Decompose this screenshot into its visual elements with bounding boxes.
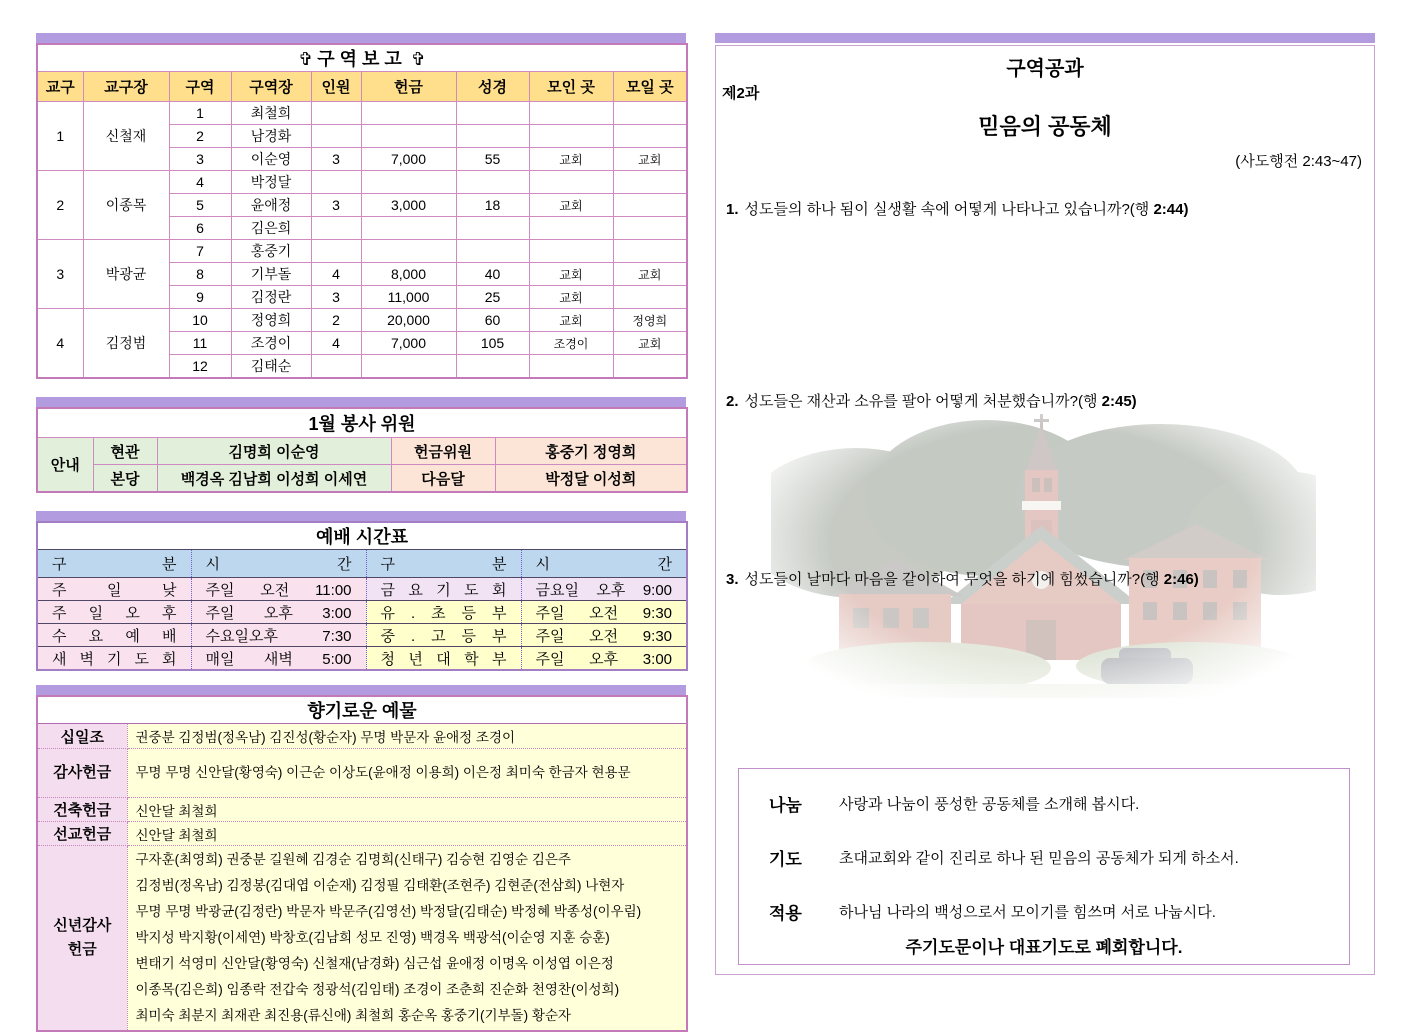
cell-offering: 7,000 (361, 332, 456, 355)
table-row (37, 438, 687, 465)
offering-names (127, 846, 687, 1032)
col-header: 모일 곳 (613, 72, 687, 102)
cell-service: 중 . 고 등 부 (366, 624, 521, 647)
cell-role-names: 박정달 이성희 (495, 465, 687, 493)
cell-meet: 교회 (613, 332, 687, 355)
cell-place: 현관 (93, 438, 157, 465)
cell-bible: 60 (456, 309, 529, 332)
cell-chief: 김태순 (231, 355, 311, 379)
cell-time: 금요일 오후 9:00 (521, 578, 687, 601)
table-row (37, 102, 687, 125)
question-number: 2. (726, 393, 739, 410)
cell-time: 주일 오후 3:00 (521, 647, 687, 671)
cell-offering (361, 355, 456, 379)
table-row (37, 846, 687, 1032)
practice-text: 사랑과 나눔이 풍성한 공동체를 소개해 봅시다. (839, 796, 1140, 813)
cell-meet (613, 125, 687, 148)
label-line: 헌금 (67, 941, 97, 958)
committee-title: 1월 봉사 위원 (37, 408, 687, 438)
district-leader-cell: 신철재 (83, 102, 169, 171)
cell-no: 12 (169, 355, 231, 379)
practice-row (739, 845, 1349, 869)
cell-offering: 3,000 (361, 194, 456, 217)
cell-met (529, 217, 613, 240)
cell-meet (613, 217, 687, 240)
report-title: ✞ 구역보고 ✞ (37, 44, 687, 72)
col-header: 구 분 (37, 550, 191, 578)
cell-chief: 정영희 (231, 309, 311, 332)
cell-time: 매일 새벽 5:00 (191, 647, 366, 671)
church-photo (771, 408, 1316, 708)
question-verse: 2:44) (1153, 201, 1189, 218)
cell-no: 7 (169, 240, 231, 263)
cell-meet: 정영희 (613, 309, 687, 332)
question-text: 성도들은 재산과 소유를 팔아 어떻게 처분했습니까?(행 (744, 393, 1102, 410)
cell-no: 5 (169, 194, 231, 217)
cell-meet (613, 171, 687, 194)
table-title-row (37, 408, 687, 438)
lesson-number: 제2과 (722, 85, 760, 102)
cell-meet (613, 194, 687, 217)
table-row (37, 798, 687, 822)
table-row (37, 749, 687, 798)
cell-time: 주일 오전 11:00 (191, 578, 366, 601)
practice-box (738, 768, 1350, 965)
cell-met (529, 125, 613, 148)
offering-type-label: 감사헌금 (37, 749, 127, 798)
accent-bar (36, 397, 686, 407)
cell-no: 4 (169, 171, 231, 194)
offerings-table (36, 695, 688, 1032)
cell-no: 6 (169, 217, 231, 240)
cell-offering: 8,000 (361, 263, 456, 286)
offerings-title: 향기로운 예물 (37, 696, 687, 724)
cell-count: 2 (311, 309, 361, 332)
cell-count (311, 125, 361, 148)
cell-no: 9 (169, 286, 231, 309)
cell-no: 11 (169, 332, 231, 355)
district-leader-cell: 박광균 (83, 240, 169, 309)
cell-offering: 7,000 (361, 148, 456, 171)
cell-chief: 박정달 (231, 171, 311, 194)
cell-chief: 기부돌 (231, 263, 311, 286)
practice-label: 나눔 (769, 796, 802, 815)
cell-place: 본당 (93, 465, 157, 493)
names-line: 박지성 박지황(이세연) 박창호(김남희 성모 진영) 백경옥 백광석(이순영 지훈 승훈) (135, 930, 610, 945)
table-row (37, 724, 687, 749)
cell-chief: 윤애정 (231, 194, 311, 217)
cell-count: 4 (311, 332, 361, 355)
cell-service: 청 년 대 학 부 (366, 647, 521, 671)
cell-time: 주일 오후 3:00 (191, 601, 366, 624)
table-row (37, 465, 687, 493)
cell-met: 교회 (529, 148, 613, 171)
cell-count: 4 (311, 263, 361, 286)
question-number: 1. (726, 201, 739, 218)
practice-text: 초대교회와 같이 진리로 하나 된 믿음의 공동체가 되게 하소서. (839, 850, 1239, 867)
cell-no: 1 (169, 102, 231, 125)
accent-bar (715, 33, 1375, 43)
names-line: 구자훈(최영희) 권중분 길원혜 김경순 김명희(신태구) 김승현 김영순 김은주 (135, 852, 571, 867)
cell-bible: 18 (456, 194, 529, 217)
question-verse: 2:45) (1101, 393, 1137, 410)
cell-met: 교회 (529, 309, 613, 332)
offering-type-label (37, 846, 127, 1032)
cell-meet (613, 286, 687, 309)
names-line: 최미숙 최분지 최재관 최진용(류신애) 최철희 홍순옥 홍중기(기부돌) 황순자 (135, 1008, 571, 1023)
cell-count (311, 171, 361, 194)
table-title-row (37, 44, 687, 72)
cell-bible (456, 355, 529, 379)
cell-bible: 105 (456, 332, 529, 355)
table-row (37, 647, 687, 671)
cell-bible (456, 240, 529, 263)
cell-met: 교회 (529, 263, 613, 286)
names-line: 이종목(김은희) 임종락 전갑숙 정광석(김임태) 조경이 조춘희 진순화 천영찬(이성희) (135, 982, 620, 997)
offering-names: 신안달 최철희 (127, 798, 687, 822)
col-header: 헌금 (361, 72, 456, 102)
guide-label-cell: 안내 (37, 438, 93, 493)
cell-count (311, 355, 361, 379)
names-line: 김정범(정옥남) 김정봉(김대엽 이순재) 김정필 김태환(조현주) 김현준(전삼희) 나현자 (135, 878, 625, 893)
table-header-row (37, 72, 687, 102)
label-line: 신년감사 (53, 917, 112, 934)
cell-chief: 김은희 (231, 217, 311, 240)
names-line: 변태기 석영미 신안달(황영숙) 신철재(남경화) 심근섭 윤애정 이명옥 이성엽 이은정 (135, 956, 614, 971)
lesson-subtitle: 믿음의 공동체 (978, 114, 1112, 139)
table-row (37, 240, 687, 263)
cell-bible: 25 (456, 286, 529, 309)
cell-met: 교회 (529, 286, 613, 309)
accent-bar (36, 33, 686, 43)
question-text: 성도들이 날마다 마음을 같이하여 무엇을 하기에 힘썼습니까?(행 (744, 571, 1164, 588)
cell-time: 수요일오후 7:30 (191, 624, 366, 647)
table-row (37, 578, 687, 601)
cell-service: 주 일 오 후 (37, 601, 191, 624)
cross-icon: ✞ (298, 49, 314, 69)
cell-count (311, 102, 361, 125)
schedule-title: 예배 시간표 (37, 522, 687, 550)
cell-chief: 김정란 (231, 286, 311, 309)
cell-no: 10 (169, 309, 231, 332)
cell-chief: 홍중기 (231, 240, 311, 263)
question-number: 3. (726, 571, 739, 588)
district-cell: 1 (37, 102, 83, 171)
practice-label: 적용 (769, 904, 802, 923)
cell-role: 헌금위원 (391, 438, 495, 465)
lesson-question (726, 568, 1366, 589)
committee-table (36, 407, 688, 493)
offering-type-label: 십일조 (37, 724, 127, 749)
table-row (37, 822, 687, 846)
table-row (37, 601, 687, 624)
cell-meet (613, 102, 687, 125)
cell-no: 8 (169, 263, 231, 286)
cell-offering: 11,000 (361, 286, 456, 309)
practice-row (739, 899, 1349, 923)
cell-role-names: 홍중기 정영희 (495, 438, 687, 465)
cell-bible (456, 125, 529, 148)
cell-time: 주일 오전 9:30 (521, 601, 687, 624)
col-header: 인원 (311, 72, 361, 102)
cell-chief: 조경이 (231, 332, 311, 355)
cell-met (529, 102, 613, 125)
cell-bible (456, 217, 529, 240)
col-header: 시 간 (191, 550, 366, 578)
table-row (37, 624, 687, 647)
cell-count (311, 240, 361, 263)
cell-no: 2 (169, 125, 231, 148)
lesson-title: 구역공과 (1006, 58, 1084, 80)
table-header-row (37, 550, 687, 578)
col-header: 교구 (37, 72, 83, 102)
cell-met: 조경이 (529, 332, 613, 355)
practice-text: 하나님 나라의 백성으로서 모이기를 힘쓰며 서로 나눕시다. (839, 904, 1216, 921)
cell-bible: 40 (456, 263, 529, 286)
practice-label: 기도 (769, 850, 802, 869)
col-header: 구역장 (231, 72, 311, 102)
worship-schedule-table (36, 521, 688, 671)
cell-service: 유 . 초 등 부 (366, 601, 521, 624)
cell-bible (456, 102, 529, 125)
table-row (37, 171, 687, 194)
names-line: 무명 무명 박광균(김정란) 박문자 박문주(김영선) 박정달(김태순) 박정혜 박종성(이우림) (135, 904, 642, 919)
question-text: 성도들의 하나 됨이 실생활 속에 어떻게 나타나고 있습니까?(행 (744, 201, 1154, 218)
cell-no: 3 (169, 148, 231, 171)
lesson-box (715, 45, 1375, 975)
cross-icon: ✞ (410, 49, 426, 69)
practice-row (739, 791, 1349, 815)
cell-met (529, 171, 613, 194)
cell-meet: 교회 (613, 148, 687, 171)
col-header: 구역 (169, 72, 231, 102)
district-report-table (36, 43, 688, 379)
cell-service: 주 일 낮 (37, 578, 191, 601)
cell-names: 김명희 이순영 (157, 438, 391, 465)
cell-service: 금 요 기 도 회 (366, 578, 521, 601)
district-cell: 3 (37, 240, 83, 309)
cell-met: 교회 (529, 194, 613, 217)
cell-count: 3 (311, 286, 361, 309)
cell-service: 수 요 예 배 (37, 624, 191, 647)
cell-offering (361, 217, 456, 240)
cell-chief: 남경화 (231, 125, 311, 148)
cell-meet (613, 240, 687, 263)
offering-type-label: 건축헌금 (37, 798, 127, 822)
closing-statement: 주기도문이나 대표기도로 폐회합니다. (905, 938, 1183, 957)
table-title-row (37, 696, 687, 724)
district-leader-cell: 김정범 (83, 309, 169, 379)
district-cell: 2 (37, 171, 83, 240)
cell-bible (456, 171, 529, 194)
left-column (36, 33, 686, 1032)
lesson-question (726, 390, 1366, 411)
cell-offering (361, 171, 456, 194)
cell-offering (361, 240, 456, 263)
district-leader-cell: 이종목 (83, 171, 169, 240)
cell-count (311, 217, 361, 240)
table-row (37, 309, 687, 332)
col-header: 시 간 (521, 550, 687, 578)
cell-chief: 최철희 (231, 102, 311, 125)
cell-met (529, 240, 613, 263)
table-title-row (37, 522, 687, 550)
offering-type-label: 선교헌금 (37, 822, 127, 846)
accent-bar (36, 685, 686, 695)
scripture-reference: (사도행전 2:43~47) (1235, 153, 1362, 170)
question-verse: 2:46) (1163, 571, 1199, 588)
cell-bible: 55 (456, 148, 529, 171)
cell-offering: 20,000 (361, 309, 456, 332)
cell-service: 새 벽 기 도 회 (37, 647, 191, 671)
district-cell: 4 (37, 309, 83, 379)
offering-names: 무명 무명 신안달(황영숙) 이근순 이상도(윤애정 이용희) 이은정 최미숙 한금자 현용문 (127, 749, 687, 798)
col-header: 교구장 (83, 72, 169, 102)
cell-names: 백경옥 김남희 이성희 이세연 (157, 465, 391, 493)
lesson-question (726, 198, 1366, 219)
cell-meet: 교회 (613, 263, 687, 286)
cell-role: 다음달 (391, 465, 495, 493)
col-header: 모인 곳 (529, 72, 613, 102)
cell-chief: 이순영 (231, 148, 311, 171)
offering-names: 신안달 최철희 (127, 822, 687, 846)
col-header: 성경 (456, 72, 529, 102)
cell-met (529, 355, 613, 379)
col-header: 구 분 (366, 550, 521, 578)
accent-bar (36, 511, 686, 521)
offering-names: 권중분 김정범(정옥남) 김진성(황순자) 무명 박문자 윤애정 조경이 (127, 724, 687, 749)
cell-time: 주일 오전 9:30 (521, 624, 687, 647)
cell-offering (361, 125, 456, 148)
cell-meet (613, 355, 687, 379)
lesson-panel (715, 33, 1375, 975)
cell-offering (361, 102, 456, 125)
cell-count: 3 (311, 194, 361, 217)
cell-count: 3 (311, 148, 361, 171)
